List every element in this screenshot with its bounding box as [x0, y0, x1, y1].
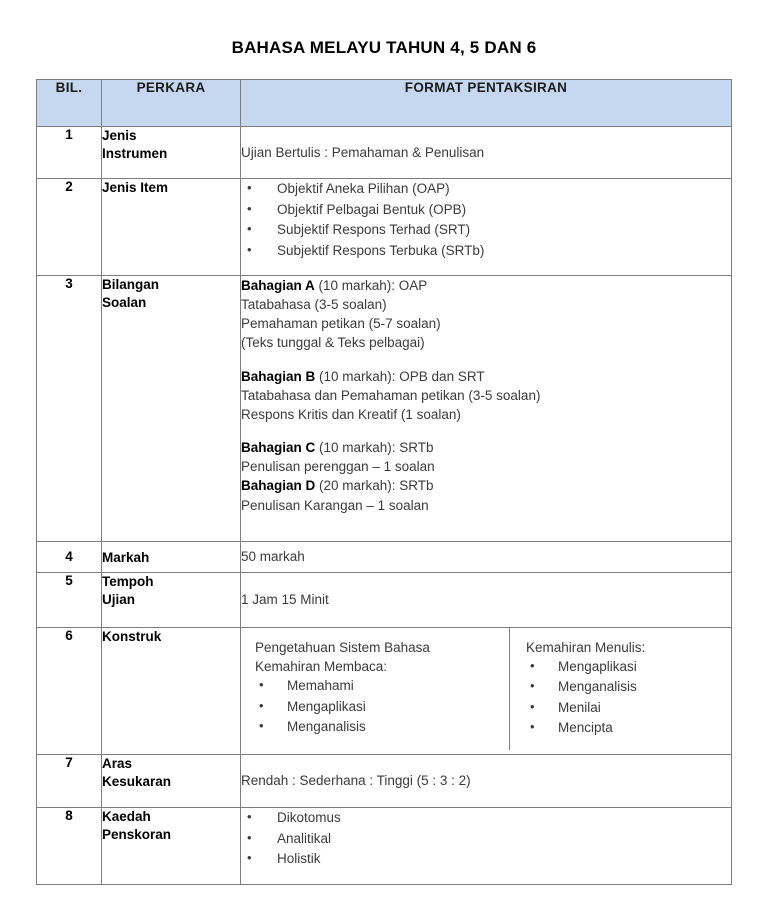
- table-body: [37, 127, 732, 885]
- table-row: [37, 179, 732, 276]
- row-content: [241, 276, 732, 542]
- content-text: Rendah : Sederhana : Tinggi (5 : 3 : 2): [241, 773, 471, 789]
- block-heading-rest: (10 markah): SRTb: [315, 440, 434, 456]
- konstruk-writing-line1: Kemahiran Menulis:: [526, 640, 646, 655]
- table-row: [37, 127, 732, 179]
- block-line: Tatabahasa dan Pemahaman petikan (3-5 soalan): [241, 387, 541, 403]
- table-header-row: [37, 80, 732, 127]
- block-heading: [241, 476, 731, 495]
- row-label-line1: Konstruk: [102, 629, 162, 644]
- konstruk-writing-column: [510, 628, 732, 750]
- column-header-bil: BIL.: [37, 80, 102, 127]
- row-label-line1: Jenis: [102, 128, 137, 143]
- block-heading-rest: (10 markah): OPB dan SRT: [315, 368, 485, 384]
- konstruk-split-row: [241, 628, 731, 750]
- row-content: [241, 573, 732, 628]
- bullet-list: [255, 676, 501, 737]
- row-content: [241, 127, 732, 179]
- content-block: [241, 276, 731, 353]
- row-label: [102, 179, 241, 276]
- bullet-list: [241, 179, 731, 261]
- block-line: Respons Kritis dan Kreatif (1 soalan): [241, 406, 461, 422]
- block-line: Tatabahasa (3-5 soalan): [241, 297, 387, 313]
- assessment-format-table-wrapper: [36, 79, 731, 885]
- list-item: • Memahami: [255, 676, 501, 696]
- block-heading-rest: (20 markah): SRTb: [315, 478, 434, 494]
- row-label: [102, 127, 241, 179]
- row-content: [241, 542, 732, 573]
- konstruk-reading-line1: Pengetahuan Sistem Bahasa: [255, 640, 430, 655]
- table-header: [37, 80, 732, 127]
- list-item: • Menilai: [526, 698, 723, 718]
- table-row: [37, 573, 732, 628]
- list-item: • Holistik: [241, 849, 731, 870]
- block-line: Penulisan perenggan – 1 soalan: [241, 459, 435, 475]
- table-row: [37, 755, 732, 808]
- page-title: BAHASA MELAYU TAHUN 4, 5 DAN 6: [231, 38, 537, 57]
- row-label-line1: Tempoh: [102, 574, 154, 589]
- block-heading-bold: Bahagian A: [241, 278, 315, 293]
- row-label-line1: Kaedah: [102, 809, 151, 824]
- block-heading-rest: (10 markah): OAP: [314, 278, 428, 293]
- row-number: 7: [37, 755, 102, 808]
- list-item: • Menganalisis: [255, 717, 501, 737]
- row-content: [241, 628, 732, 755]
- row-label-line1: Markah: [102, 550, 150, 565]
- content-block: [241, 438, 731, 476]
- row-number: 1: [37, 127, 102, 179]
- row-label-line2: Ujian: [102, 591, 136, 607]
- row-label: [102, 755, 241, 808]
- row-label-line2: Soalan: [102, 294, 147, 310]
- row-content: [241, 808, 732, 885]
- konstruk-reading-column: [241, 628, 510, 750]
- row-number: 4: [37, 542, 102, 573]
- table-row: [37, 542, 732, 573]
- row-number: 8: [37, 808, 102, 885]
- content-text: Ujian Bertulis : Pemahaman & Penulisan: [241, 144, 485, 160]
- block-heading-bold: Bahagian C: [241, 440, 316, 456]
- list-item: • Menganalisis: [526, 677, 723, 697]
- content-block: [241, 476, 731, 514]
- list-item: • Analitikal: [241, 829, 731, 850]
- row-content: [241, 755, 732, 808]
- column-header-perkara: PERKARA: [102, 80, 241, 127]
- row-number: 6: [37, 628, 102, 755]
- list-item: • Objektif Pelbagai Bentuk (OPB): [241, 200, 731, 221]
- list-item: • Subjektif Respons Terbuka (SRTb): [241, 241, 731, 262]
- row-label-line1: Jenis Item: [102, 180, 169, 195]
- row-label: [102, 628, 241, 755]
- block-heading: [241, 276, 731, 295]
- block-line: (Teks tunggal & Teks pelbagai): [241, 335, 425, 351]
- block-line: Pemahaman petikan (5-7 soalan): [241, 316, 441, 332]
- row-label-line2: Penskoran: [102, 826, 172, 842]
- row-label-line2: Instrumen: [102, 145, 168, 161]
- table-row: [37, 276, 732, 542]
- list-item: • Subjektif Respons Terhad (SRT): [241, 220, 731, 241]
- row-label: [102, 808, 241, 885]
- row-content: [241, 179, 732, 276]
- row-number: 5: [37, 573, 102, 628]
- table-row: [37, 628, 732, 755]
- column-header-format: FORMAT PENTAKSIRAN: [241, 80, 732, 127]
- konstruk-split-table: [241, 628, 731, 750]
- row-label: [102, 542, 241, 573]
- row-label-line1: Bilangan: [102, 277, 160, 292]
- block-heading: [241, 367, 731, 386]
- content-text: 50 markah: [241, 549, 305, 565]
- content-block: [241, 367, 731, 424]
- block-line: Penulisan Karangan – 1 soalan: [241, 497, 429, 513]
- table-row: [37, 808, 732, 885]
- block-heading: [241, 438, 731, 457]
- row-number: 3: [37, 276, 102, 542]
- row-number: 2: [37, 179, 102, 276]
- list-item: • Mengaplikasi: [526, 657, 723, 677]
- row-label-line2: Kesukaran: [102, 773, 172, 789]
- bullet-list: [526, 657, 723, 738]
- list-item: • Objektif Aneka Pilihan (OAP): [241, 179, 731, 200]
- spacer: [241, 424, 731, 438]
- content-text: 1 Jam 15 Minit: [241, 592, 329, 608]
- list-item: • Mencipta: [526, 718, 723, 738]
- spacer: [241, 353, 731, 367]
- row-label: [102, 573, 241, 628]
- konstruk-reading-line2: Kemahiran Membaca:: [255, 659, 388, 675]
- block-heading-bold: Bahagian D: [241, 478, 316, 494]
- row-label-line1: Aras: [102, 756, 133, 771]
- list-item: • Mengaplikasi: [255, 697, 501, 717]
- bullet-list: [241, 808, 731, 870]
- list-item: • Dikotomus: [241, 808, 731, 829]
- row-label: [102, 276, 241, 542]
- assessment-format-table: [36, 79, 732, 885]
- block-heading-bold: Bahagian B: [241, 368, 316, 384]
